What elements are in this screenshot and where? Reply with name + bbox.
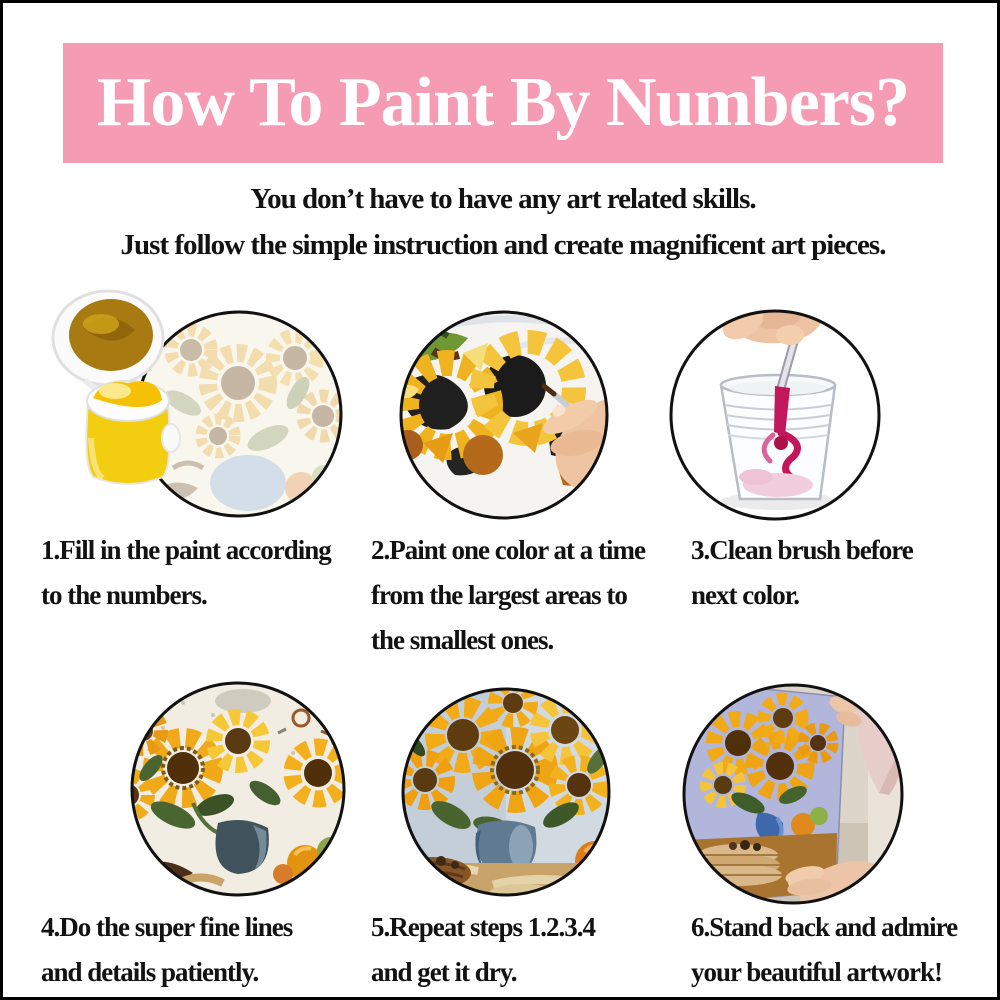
step2-caption [371, 528, 645, 663]
step6-photo-holding-finished-artwork [653, 673, 1000, 918]
title-banner [63, 43, 943, 163]
step3-caption-line2: next color. [691, 580, 799, 610]
step2-caption-line2: from the largest areas to [371, 580, 627, 610]
step1-caption [41, 528, 331, 618]
step1-caption-line1: 1.Fill in the paint according [41, 535, 331, 565]
step6-caption-line2: your beautiful artwork! [691, 957, 942, 987]
step4-caption [41, 905, 292, 995]
step5-caption [371, 905, 595, 995]
step2-caption-line1: 2.Paint one color at a time [371, 535, 645, 565]
step4-caption-line2: and details patiently. [41, 957, 259, 987]
step4-photo-fine-details-painting [33, 673, 363, 913]
step2-photo-painting-one-color [363, 293, 693, 533]
step3-caption [691, 528, 913, 618]
intro-text-line2: Just follow the simple instruction and create magnificent art pieces. [120, 229, 886, 261]
page-title: How To Paint By Numbers? [96, 64, 910, 141]
step5-photo-finished-painting [363, 675, 693, 915]
step4-caption-line1: 4.Do the super fine lines [41, 912, 293, 942]
step6-caption [691, 905, 957, 995]
step1-caption-line2: to the numbers. [41, 580, 207, 610]
step1-photo-paint-pots-and-faded-canvas [33, 288, 363, 533]
step2-caption-line3: the smallest ones. [371, 625, 554, 655]
step3-caption-line1: 3.Clean brush before [691, 535, 913, 565]
step5-caption-line1: 5.Repeat steps 1.2.3.4 [371, 912, 595, 942]
step3-photo-clean-brush-in-cup [653, 293, 1000, 533]
step6-caption-line1: 6.Stand back and admire [691, 912, 958, 942]
intro-text-line1: You don’t have to have any art related skills. [250, 183, 756, 215]
step5-caption-line2: and get it dry. [371, 957, 517, 987]
